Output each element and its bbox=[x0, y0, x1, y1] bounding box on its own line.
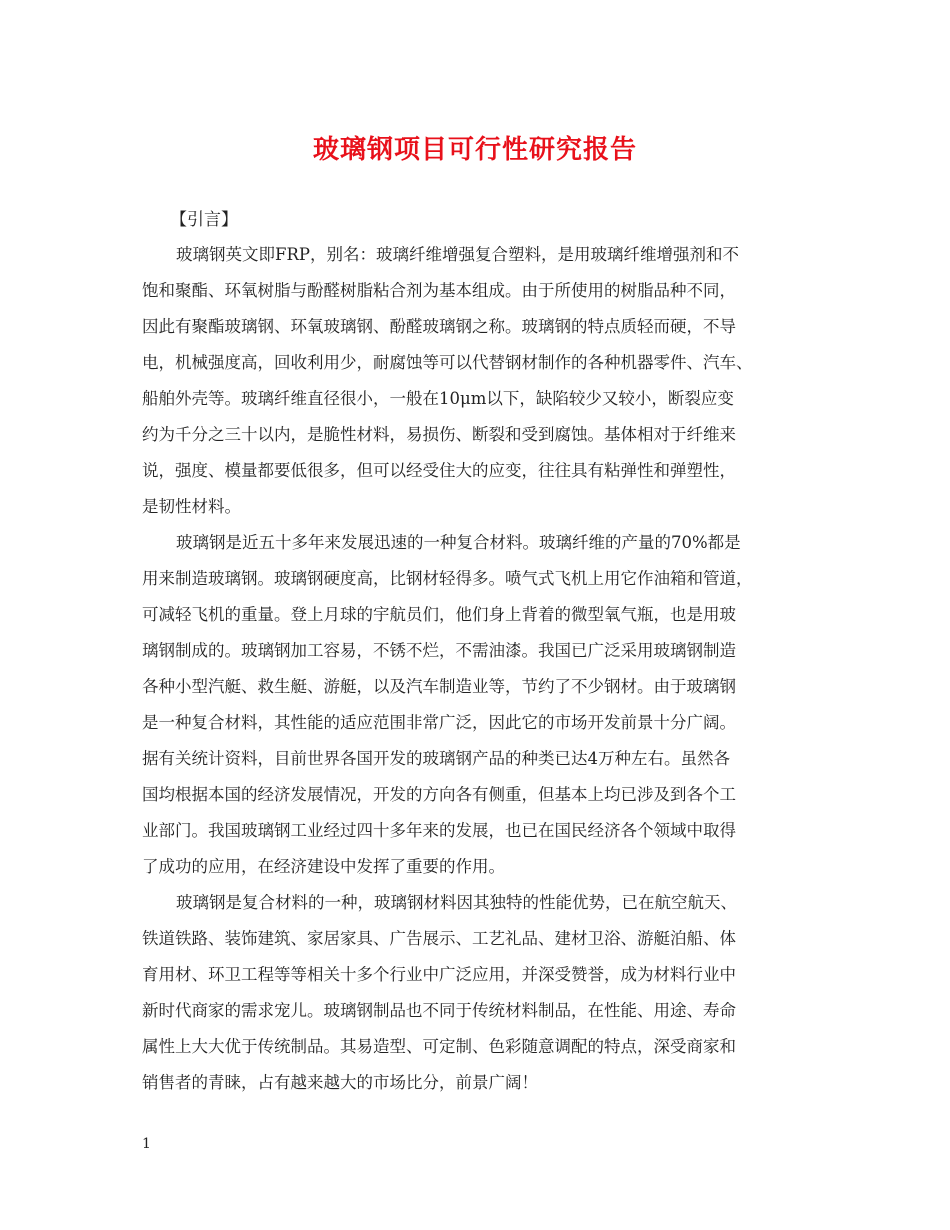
paragraph-line: 玻璃钢英文即FRP，别名：玻璃纤维增强复合塑料，是用玻璃纤维增强剂和不 bbox=[176, 245, 739, 264]
document-title: 玻璃钢项目可行性研究报告 bbox=[312, 135, 637, 165]
paragraph-line: 属性上大大优于传统制品。其易造型、可定制、色彩随意调配的特点，深受商家和 bbox=[142, 1037, 736, 1056]
paragraph-line: 玻璃钢是复合材料的一种，玻璃钢材料因其独特的性能优势，已在航空航天、 bbox=[176, 893, 737, 912]
paragraph-line: 国均根据本国的经济发展情况，开发的方向各有侧重，但基本上均已涉及到各个工 bbox=[142, 785, 736, 804]
paragraph-line: 饱和聚酯、环氧树脂与酚醛树脂粘合剂为基本组成。由于所使用的树脂品种不同， bbox=[142, 281, 736, 300]
section-label-intro: 【引言】 bbox=[170, 210, 238, 230]
paragraph-line: 是一种复合材料，其性能的适应范围非常广泛，因此它的市场开发前景十分广阔。 bbox=[142, 713, 736, 732]
paragraph-line: 可减轻飞机的重量。登上月球的宇航员们，他们身上背着的微型氧气瓶，也是用玻 bbox=[142, 605, 736, 624]
paragraph-line: 船舶外壳等。玻璃纤维直径很小，一般在10μm以下，缺陷较少又较小，断裂应变 bbox=[142, 389, 734, 408]
paragraph-line: 销售者的青睐，占有越来越大的市场比分，前景广阔！ bbox=[142, 1073, 538, 1092]
paragraph-line: 育用材、环卫工程等等相关十多个行业中广泛应用，并深受赞誉，成为材料行业中 bbox=[142, 965, 736, 984]
paragraph-line: 用来制造玻璃钢。玻璃钢硬度高，比钢材轻得多。喷气式飞机上用它作油箱和管道， bbox=[142, 569, 753, 588]
paragraph-line: 了成功的应用，在经济建设中发挥了重要的作用。 bbox=[142, 857, 505, 876]
paragraph-line: 璃钢制成的。玻璃钢加工容易，不锈不烂，不需油漆。我国已广泛采用玻璃钢制造 bbox=[142, 641, 736, 660]
paragraph-line: 约为千分之三十以内，是脆性材料，易损伤、断裂和受到腐蚀。基体相对于纤维来 bbox=[142, 425, 736, 444]
paragraph-line: 电，机械强度高，回收利用少，耐腐蚀等可以代替钢材制作的各种机器零件、汽车、 bbox=[142, 353, 753, 372]
page-number: 1 bbox=[142, 1136, 151, 1152]
paragraph-line: 玻璃钢是近五十多年来发展迅速的一种复合材料。玻璃纤维的产量的70%都是 bbox=[176, 533, 741, 552]
paragraph-line: 据有关统计资料，目前世界各国开发的玻璃钢产品的种类已达4万种左右。虽然各 bbox=[142, 749, 730, 768]
paragraph-line: 业部门。我国玻璃钢工业经过四十多年来的发展，也已在国民经济各个领域中取得 bbox=[142, 821, 736, 840]
paragraph-line: 各种小型汽艇、救生艇、游艇，以及汽车制造业等，节约了不少钢材。由于玻璃钢 bbox=[142, 677, 736, 696]
paragraph-line: 说，强度、模量都要低很多，但可以经受住大的应变，往往具有粘弹性和弹塑性， bbox=[142, 461, 736, 480]
paragraph-line: 因此有聚酯玻璃钢、环氧玻璃钢、酚醛玻璃钢之称。玻璃钢的特点质轻而硬，不导 bbox=[142, 317, 736, 336]
paragraph-line: 是韧性材料。 bbox=[142, 497, 241, 516]
paragraph-line: 新时代商家的需求宠儿。玻璃钢制品也不同于传统材料制品，在性能、用途、寿命 bbox=[142, 1001, 736, 1020]
paragraph-line: 铁道铁路、装饰建筑、家居家具、广告展示、工艺礼品、建材卫浴、游艇泊船、体 bbox=[142, 929, 736, 948]
